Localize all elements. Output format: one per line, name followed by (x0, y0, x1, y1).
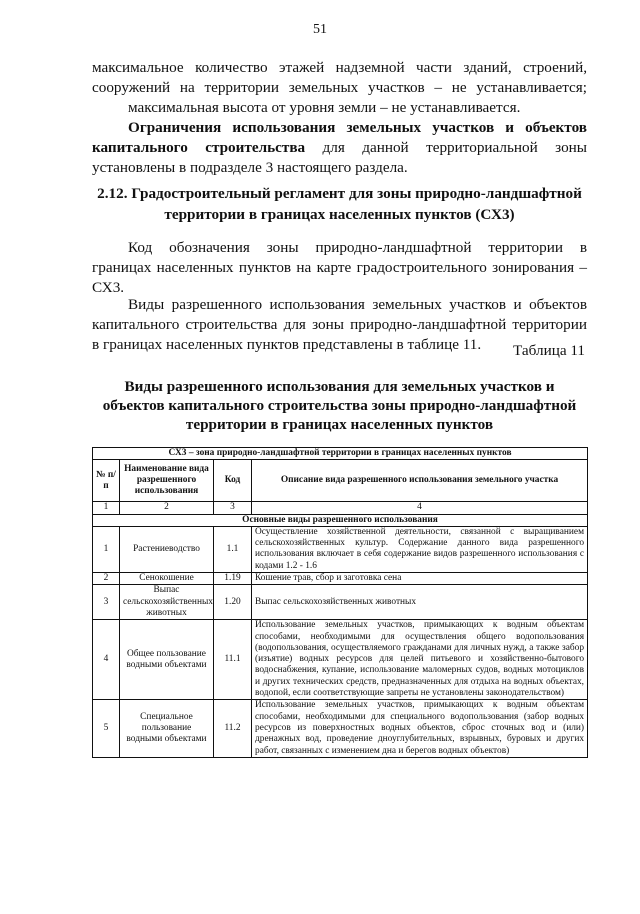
row-num: 4 (93, 620, 120, 700)
table-caption: Таблица 11 (513, 342, 585, 359)
row-num: 3 (93, 585, 120, 620)
row-code: 1.1 (214, 526, 252, 572)
table-row (93, 526, 588, 572)
row-name: Общее пользование водными объектами (120, 620, 214, 700)
table-row (93, 585, 588, 620)
row-desc: Осуществление хозяйственной деятельности, связанной с выращиванием сельскохозяйственных культур. Содержание данного вида разрешенного использования включает в себя содержание видов разрешенного использования с кодами 1.2 - 1.6 (252, 526, 588, 572)
group-title: Основные виды разрешенного использования (93, 514, 588, 526)
row-code: 11.2 (214, 700, 252, 757)
row-num: 1 (93, 526, 120, 572)
intro-line-3: максимальная высота от уровня земли – не устанавливается. (128, 99, 521, 116)
intro-line-2: сооружений на территории земельных участков – не устанавливается; (92, 79, 587, 96)
row-desc: Кошение трав, сбор и заготовка сена (252, 573, 588, 585)
intro-line-1: максимальное количество этажей надземной части зданий, строений, (92, 59, 587, 76)
row-name: Сенокошение (120, 573, 214, 585)
row-desc: Использование земельных участков, примыкающих к водным объектам способами, необходимыми для осуществления общего водопользования (водопользования, осуществляемого гражданами для личных нужд, а также забор (изъятие) водных ресурсов для целей питьевого и хозяйственно-бытового водоснабжения, купание, использование маломерных судов, водных мотоциклов и других технических средств, предназначенных для отдыха на водных объектах, водопой, если соответствующие запреты не установлены законодательством) (252, 620, 588, 700)
section-heading-line-2: территории в границах населенных пунктов (СХ3) (164, 206, 515, 223)
row-num: 2 (93, 573, 120, 585)
table-title-line-1: Виды разрешенного использования для земельных участков и (124, 378, 555, 395)
table-title-line-3: территории в границах населенных пунктов (185, 416, 494, 433)
table-row (93, 700, 588, 757)
restrictions-line-2 (92, 138, 587, 158)
zone-title: СХ3 – зона природно-ландшафтной территории в границах населенных пунктов (93, 448, 588, 460)
code-para-line-2: границах населенных пунктов на карте градостроительного зонирования – (92, 259, 587, 276)
restrictions-bold-fragment: капитального строительства (92, 139, 306, 156)
page-number: 51 (313, 22, 327, 37)
row-desc: Использование земельных участков, примыкающих к водным объектам способами, необходимыми для специального водопользования (забор водных ресурсов из поверхностных водных объектов, сброс сточных вод и (или) дренажных вод, проведение дноуглубительных, взрывных, буровых и других работ, связанных с изменением дна и берегов водных объектов) (252, 700, 588, 757)
group-title-row (93, 514, 588, 526)
code-para-line-1: Код обозначения зоны природно-ландшафтной территории в (128, 239, 587, 256)
row-code: 1.19 (214, 573, 252, 585)
row-code: 1.20 (214, 585, 252, 620)
row-name: Растениеводство (120, 526, 214, 572)
types-para-line-1: Виды разрешенного использования земельных участков и объектов (128, 296, 587, 313)
col-number: 3 (214, 502, 252, 514)
restrictions-rest-fragment: для данной территориальной зоны (322, 139, 588, 156)
col-number: 4 (252, 502, 588, 514)
restrictions-line-1: Ограничения использования земельных участков и объектов (128, 119, 587, 136)
header-desc: Описание вида разрешенного использования земельного участка (252, 460, 588, 502)
column-number-row (93, 502, 588, 514)
header-code: Код (214, 460, 252, 502)
header-num: № п/п (93, 460, 120, 502)
restrictions-line-3: установлены в подразделе 3 настоящего раздела. (92, 159, 408, 176)
row-code: 11.1 (214, 620, 252, 700)
table-row (93, 620, 588, 700)
types-para-line-2: капитального строительства для зоны природно-ландшафтной территории (92, 316, 587, 333)
row-desc: Выпас сельскохозяйственных животных (252, 585, 588, 620)
col-number: 1 (93, 502, 120, 514)
row-name: Специальное пользование водными объектами (120, 700, 214, 757)
code-para-line-3: СХ3. (92, 279, 125, 296)
section-heading-line-1: 2.12. Градостроительный регламент для зоны природно-ландшафтной (97, 185, 582, 202)
header-name: Наименование вида разрешенного использования (120, 460, 214, 502)
header-row (93, 460, 588, 502)
table-title-line-2: объектов капитального строительства зоны природно-ландшафтной (102, 397, 577, 414)
types-para-line-3: в границах населенных пунктов представлены в таблице 11. (92, 336, 482, 353)
row-num: 5 (93, 700, 120, 757)
col-number: 2 (120, 502, 214, 514)
row-name: Выпас сельскохозяйственных животных (120, 585, 214, 620)
table-row (93, 573, 588, 585)
zone-title-row (93, 448, 588, 460)
permitted-use-table (92, 447, 588, 758)
